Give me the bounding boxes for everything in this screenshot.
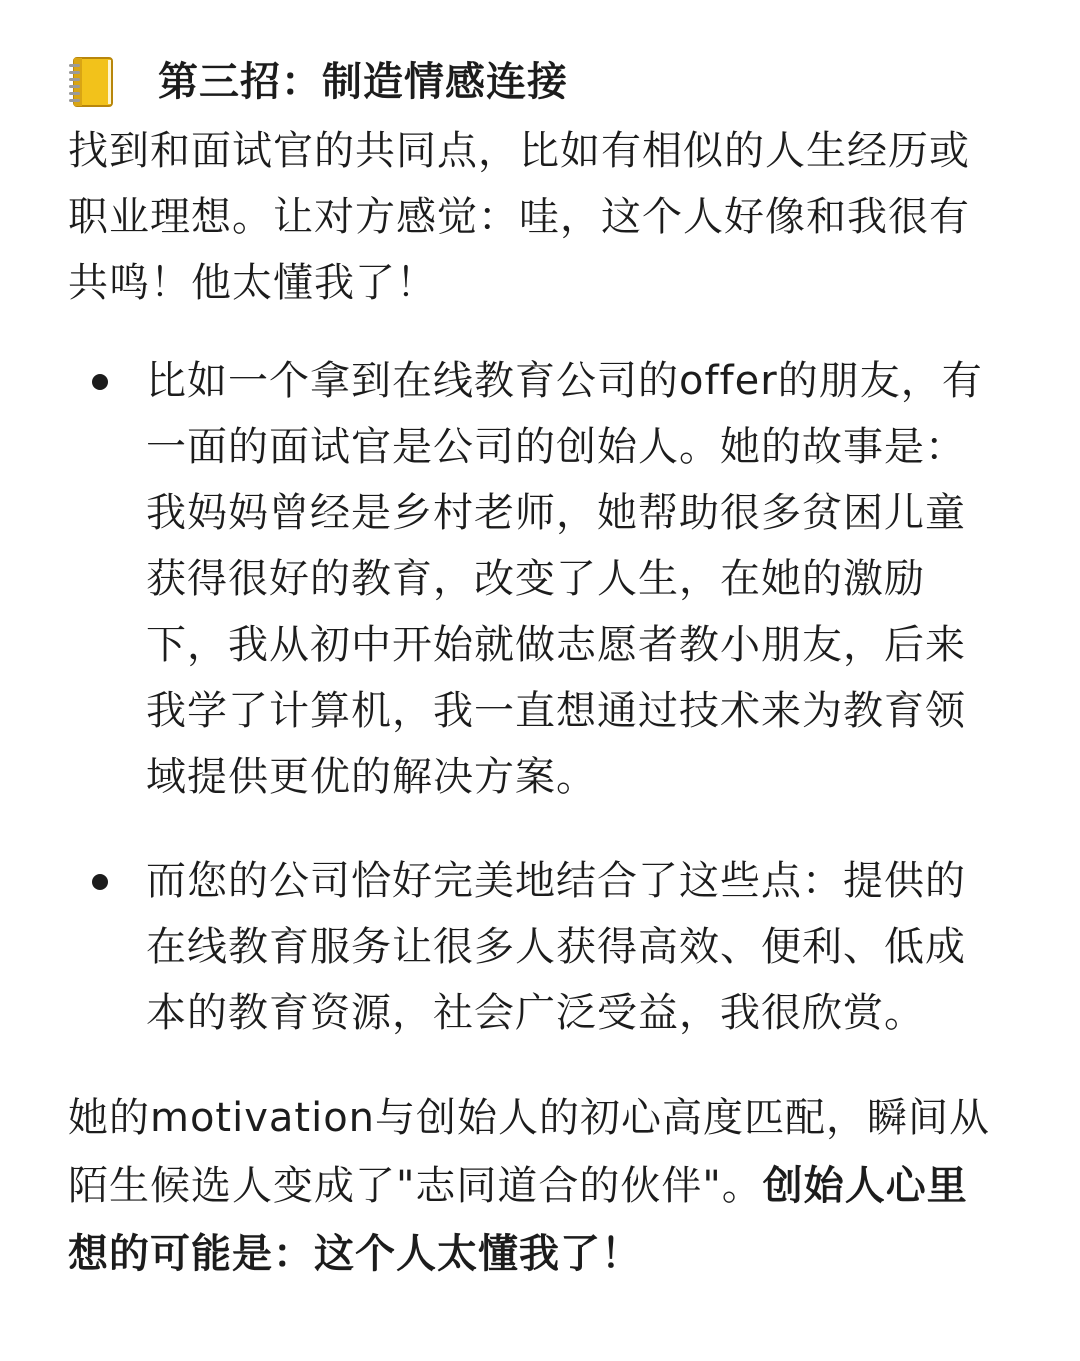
bullet-list [68,348,1010,1046]
section-title: 第三招：制造情感连接 [158,59,568,105]
section-heading [68,52,1010,112]
bullet-icon [92,874,108,890]
list-item-text: 比如一个拿到在线教育公司的offer的朋友，有一面的面试官是公司的创始人。她的故事是：我妈妈曾经是乡村老师，她帮助很多贫困儿童获得很好的教育，改变了人生，在她的激励下，我从初中开始就做志愿者教小朋友，后来我学了计算机，我一直想通过技术来为教育领域提供更优的解决方案。 [146,358,983,800]
conclusion-text: 她的motivation与创始人的初心高度匹配，瞬间从陌生候选人变成了"志同道合的伙伴"。 [68,1095,991,1209]
bullet-icon [92,374,108,390]
notebook-icon [68,56,116,108]
intro-paragraph: 找到和面试官的共同点，比如有相似的人生经历或职业理想。让对方感觉：哇，这个人好像和我很有共鸣！他太懂我了！ [68,128,970,306]
list-item-text: 而您的公司恰好完美地结合了这些点：提供的在线教育服务让很多人获得高效、便利、低成本的教育资源，社会广泛受益，我很欣赏。 [146,858,966,1036]
conclusion-paragraph [68,1084,1008,1288]
list-item [68,348,1002,810]
conclusion-emphasis: 创始人心里想的可能是：这个人太懂我了！ [68,1163,968,1277]
list-item [68,848,1002,1046]
